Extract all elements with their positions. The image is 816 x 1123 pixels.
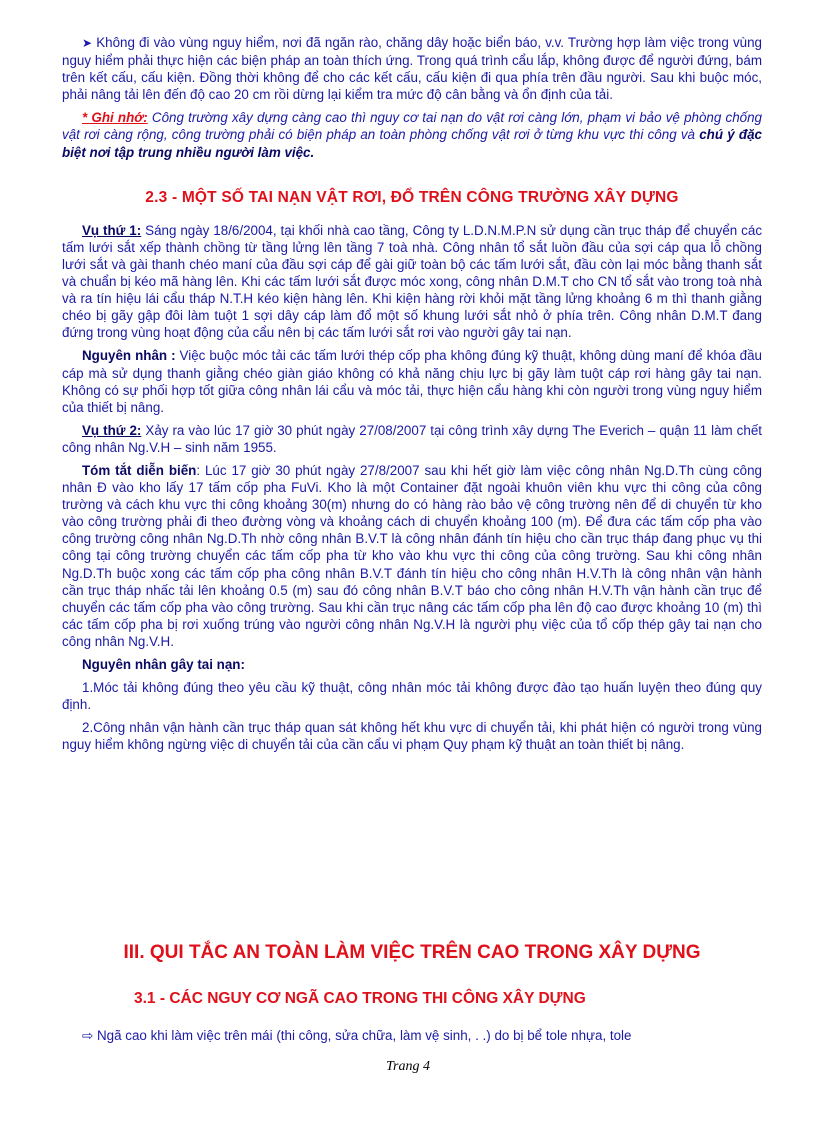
case1-label: Vụ thứ 1: bbox=[82, 222, 142, 238]
note-emphasis: chú ý đặc biệt nơi tập trung nhiều người làm việc. bbox=[62, 127, 762, 160]
case2-text: Xảy ra vào lúc 17 giờ 30 phút ngày 27/08/2007 tại công trình xây dựng The Everich – quận 11 làm chết công nhân Ng.V.H – sinh năm 1955. bbox=[62, 422, 762, 455]
cause-item-2: 2.Công nhân vận hành cần trục tháp quan sát không hết khu vực di chuyển tải, khi phát hiện có người trong vùng nguy hiểm không ngừng việc di chuyển tải của cần cẩu vi phạm Quy phạm kỹ thuật an toàn thiết bị nâng. bbox=[62, 720, 762, 753]
cause1-label: Nguyên nhân : bbox=[82, 348, 176, 364]
note-text: Công trường xây dựng càng cao thì nguy cơ tai nạn do vật rơi càng lớn, phạm vi bảo vệ phòng chống vật rơi càng rộng, công trường phải có biện pháp an toàn phòng chống vật rơi ở từng khu vực thi công và bbox=[62, 110, 762, 143]
cause1-paragraph bbox=[62, 347, 762, 415]
summary-text: : Lúc 17 giờ 30 phút ngày 27/8/2007 sau khi hết giờ làm việc công nhân Ng.D.Th cùng công nhân Đ vào kho lấy 17 tấm cốp pha FuVi. Kho là một Container đặt ngoài khuôn viên khu vực thi công của công trường và cách khu vực thi công khoảng 30(m) nhưng do có hàng rào bảo vệ công trường nên để di chuyển từ kho vào công trường phải đi theo đường vòng và khoảng cách di chuyển khoảng 100 (m). Để đưa các tấm cốp pha vào công trường công nhân Ng.D.Th nhờ công nhân B.V.T là công nhân đánh tín hiệu cho cần trục tháp đang phục vụ thi công tại công trường chuyển các tấm cốp pha từ kho vào khu vực thi công của công trường. Sau khi công nhân Ng.D.Th buộc xong các tấm cốp pha công nhân B.V.T đánh tín hiệu cho công nhân H.V.Th là công nhân vận hành cần trục tháp nhấc tải lên khoảng 0.5 (m) sau đó công nhân B.V.T báo cho công nhân H.V.Th vận hành cần trục để chuyển các tấm cốp pha vào công trường. Sau khi cần trục nâng các tấm cốp pha lên độ cao được khoảng 10 (m) thì các tấm cốp pha bị rơi xuống trúng vào người công nhân Ng.V.H là người phụ việc của tổ cốp thép gây tai nạn cho công nhân Ng.V.H. bbox=[62, 462, 762, 649]
cause1-text: Việc buộc móc tải các tấm lưới thép cốp pha không đúng kỹ thuật, không dùng maní để khóa đầu cáp mà sử dụng thanh giằng chéo giàn giáo không có khả năng chịu lực bị gãy làm tuột cáp rơi hàng gây tai nạn. Không có sự phối hợp tốt giữa công nhân lái cẩu và móc tải, thực hiện cẩu hàng khi còn người trong vùng nguy hiểm của thiết bị nâng. bbox=[62, 348, 762, 415]
case1-text: Sáng ngày 18/6/2004, tại khối nhà cao tầng, Công ty L.D.N.M.P.N sử dụng cần trục tháp để chuyển các tấm lưới sắt xếp thành chồng từ tầng lửng lên tầng 7 toà nhà. Công nhân tổ sắt luồn đầu của sợi cáp qua lỗ chồng lưới sắt và gài thanh chéo maní của đầu sợi cáp để gài giữ toàn bộ các tấm lưới sắt, đầu còn lại móc bằng thanh sắt và chuẩn bị kéo mã hàng lên. Khi các tấm lưới sắt được móc xong, công nhân D.M.T cho CN tổ sắt vào trong toà nhà và ra tín hiệu lái cẩu tháp N.T.H kéo kiện hàng lên. Khi kiện hàng rời khỏi mặt tầng lửng khoảng 6 m thì thanh giằng chéo bị gãy gập đôi làm tuột 1 sợi dây cáp làm đổ một số khung lưới sắt nhỏ ở phía trên. Công nhân D.M.T đang đứng trong vùng hoạt động của cẩu nên bị các tấm lưới sắt rơi vào người gây tai nạn. bbox=[62, 222, 763, 341]
section-3-first-item bbox=[62, 1027, 762, 1044]
note-paragraph bbox=[62, 109, 762, 160]
causes-heading: Nguyên nhân gây tai nạn: bbox=[82, 657, 245, 672]
intro-paragraph bbox=[62, 34, 762, 103]
case2-label: Vụ thứ 2: bbox=[82, 422, 142, 438]
summary-paragraph bbox=[62, 462, 762, 650]
section-3-heading: III. QUI TẮC AN TOÀN LÀM VIỆC TRÊN CAO TRONG XÂY DỰNG bbox=[123, 942, 701, 963]
summary-label: Tóm tắt diễn biến bbox=[82, 462, 197, 478]
section-3-1-heading: 3.1 - CÁC NGUY CƠ NGÃ CAO TRONG THI CÔNG XÂY DỰNG bbox=[134, 990, 586, 1007]
case2-paragraph bbox=[62, 422, 762, 456]
page-number: Trang 4 bbox=[386, 1059, 430, 1074]
document-page bbox=[62, 34, 763, 1043]
hollow-arrow-bullet-icon: ⇨ bbox=[82, 1028, 94, 1043]
cause-item-1: 1.Móc tải không đúng theo yêu cầu kỹ thuật, công nhân móc tải không được đào tạo huấn luyện theo đúng quy định. bbox=[62, 680, 762, 713]
note-label: * Ghi nhớ: bbox=[82, 110, 148, 126]
arrow-right-bullet-icon: ➤ bbox=[82, 36, 93, 50]
section-2-3-heading: 2.3 - MỘT SỐ TAI NẠN VẬT RƠI, ĐỔ TRÊN CÔNG TRƯỜNG XÂY DỰNG bbox=[145, 188, 679, 206]
intro-text: Không đi vào vùng nguy hiểm, nơi đã ngăn rào, chăng dây hoặc biển báo, v.v. Trường hợp làm việc trong vùng nguy hiểm phải thực hiện các biện pháp an toàn thích ứng. Trong quá trình cẩu lắp, không được để người đứng, bám trên kết cấu, cấu kiện. Đồng thời không để cho các kết cấu, cấu kiện đi qua phía trên đầu người. Sau khi buộc móc, phải nâng tải lên đến độ cao 20 cm rồi dừng lại kiểm tra mức độ cân bằng và ổn định của tải. bbox=[62, 35, 762, 103]
section-3-first-item-text: Ngã cao khi làm việc trên mái (thi công, sửa chữa, làm vệ sinh, . .) do bị bể tole nhựa, tole bbox=[96, 1028, 632, 1043]
case1-paragraph bbox=[62, 222, 762, 342]
